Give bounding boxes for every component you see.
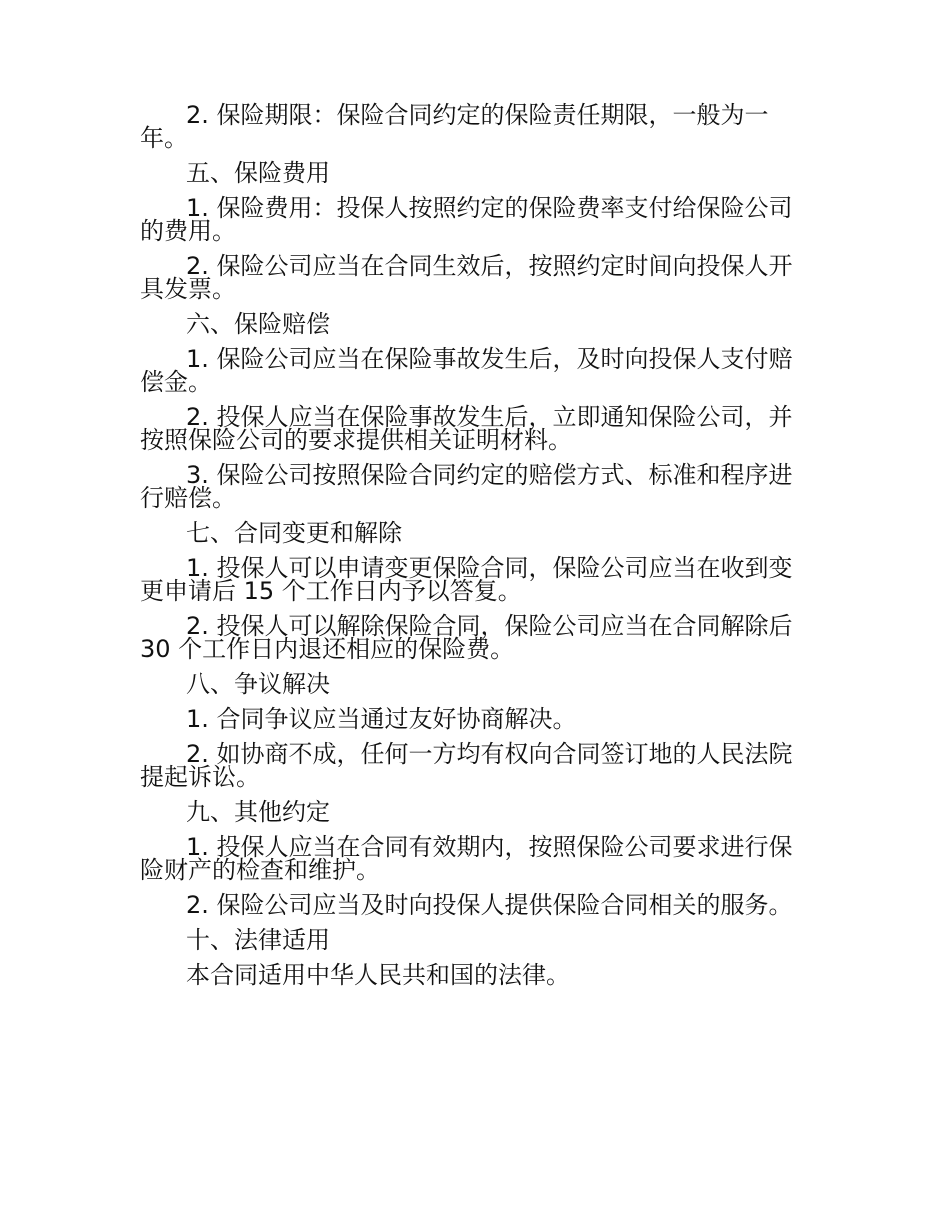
- section-heading-compensation: 六、保险赔偿: [186, 310, 330, 338]
- clause-applicable-law: 本合同适用中华人民共和国的法律。: [186, 961, 570, 989]
- clause-litigation: 2. 如协商不成，任何一方均有权向合同签订地的人民法院提起诉讼。: [140, 740, 793, 791]
- clause-negotiation: 1. 合同争议应当通过友好协商解决。: [186, 705, 577, 733]
- section-heading-dispute: 八、争议解决: [186, 670, 330, 698]
- document-body: [140, 101, 812, 999]
- clause-invoice: 2. 保险公司应当在合同生效后，按照约定时间向投保人开具发票。: [140, 252, 793, 303]
- clause-insurance-period: 2. 保险期限：保险合同约定的保险责任期限，一般为一年。: [140, 101, 769, 152]
- clause-compensation-method: 3. 保险公司按照保险合同约定的赔偿方式、标准和程序进行赔偿。: [140, 461, 793, 512]
- section-heading-insurance-fees: 五、保险费用: [186, 159, 330, 187]
- clause-fee-definition: 1. 保险费用：投保人按照约定的保险费率支付给保险公司的费用。: [140, 194, 793, 245]
- clause-pay-compensation: 1. 保险公司应当在保险事故发生后，及时向投保人支付赔偿金。: [140, 345, 793, 396]
- section-heading-other: 九、其他约定: [186, 798, 330, 826]
- clause-inspection: 1. 投保人应当在合同有效期内，按照保险公司要求进行保险财产的检查和维护。: [140, 833, 793, 884]
- clause-services: 2. 保险公司应当及时向投保人提供保险合同相关的服务。: [186, 891, 793, 919]
- clause-terminate-contract: 2. 投保人可以解除保险合同，保险公司应当在合同解除后 30 个工作日内退还相应的保险费。: [140, 612, 793, 663]
- clause-change-contract: 1. 投保人可以申请变更保险合同，保险公司应当在收到变更申请后 15 个工作日内予以答复。: [140, 554, 793, 605]
- clause-notify-insurer: 2. 投保人应当在保险事故发生后，立即通知保险公司，并按照保险公司的要求提供相关证明材料。: [140, 403, 793, 454]
- section-heading-change-termination: 七、合同变更和解除: [186, 519, 402, 547]
- section-heading-applicable-law: 十、法律适用: [186, 926, 330, 954]
